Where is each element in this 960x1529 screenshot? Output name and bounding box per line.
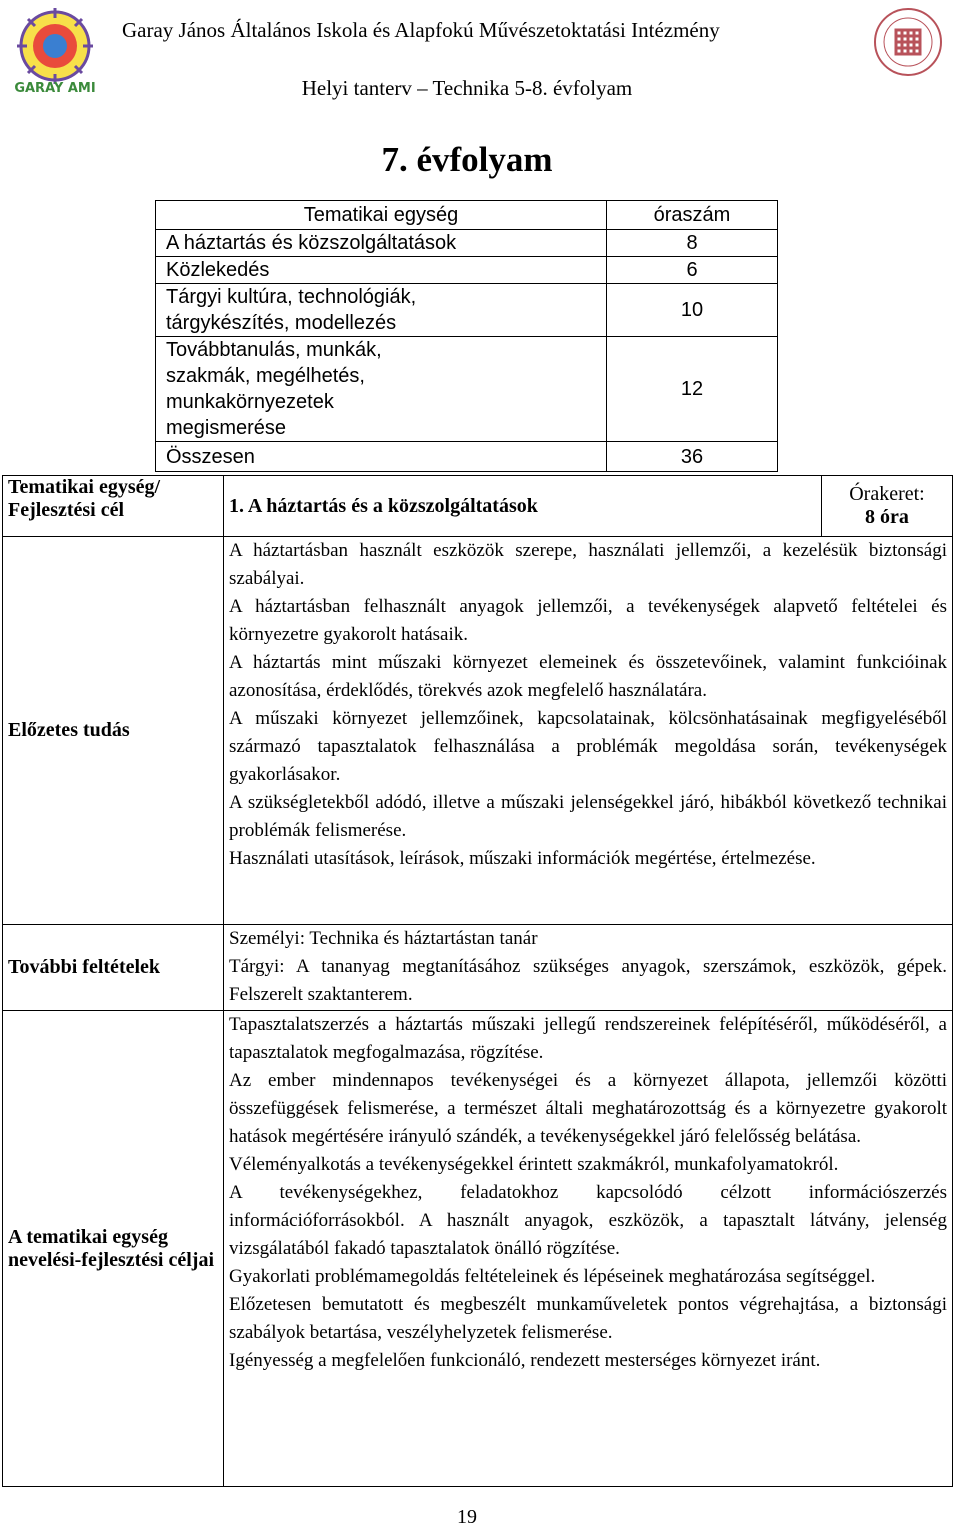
- school-name: Garay János Általános Iskola és Alapfokú Művészetoktatási Intézmény: [122, 18, 720, 42]
- further-item: Személyi: Technika és háztartástan tanár: [229, 928, 538, 949]
- label-goals: A tematikai egység nevelési-fejlesztési céljai: [3, 1011, 224, 1487]
- summary-topic: Továbbtanulás, munkák, szakmák, megélhetés, munkakörnyezetek megismerése: [156, 337, 607, 442]
- svg-text:GARAY AMI: GARAY AMI: [14, 81, 96, 96]
- summary-hours: 6: [607, 257, 778, 284]
- summary-hours: 8: [607, 230, 778, 257]
- goals-row: [3, 1011, 953, 1487]
- goal-item: Előzetesen bemutatott és megbeszélt munkaműveletek pontos végrehajtása, a biztonsági szabályok betartása, veszélyhelyzetek felismerése.: [229, 1294, 947, 1343]
- goals: [224, 1011, 953, 1487]
- summary-total-row: [156, 442, 778, 472]
- goal-item: A tevékenységekhez, feladatokhoz kapcsolódó célzott információszerzés információforrásokból. A használt anyagok, eszközök, a tapasztalt látvány, jelenség vizsgálatából fakadó tapasztalatok önálló rögzítése.: [229, 1182, 947, 1259]
- prior-knowledge-row: [3, 537, 953, 925]
- goal-item: Tapasztalatszerzés a háztartás műszaki jellegű rendszereinek felépítéséről, működéséről, a tapasztalatok megfogalmazása, rögzítése.: [229, 1014, 947, 1063]
- label-further: További feltételek: [3, 925, 224, 1011]
- goal-item: Gyakorlati problémamegoldás feltételeinek és lépéseinek meghatározása segítséggel.: [229, 1266, 876, 1287]
- summary-table: [155, 200, 778, 472]
- prior-item: Használati utasítások, leírások, műszaki információk megértése, értelmezése.: [229, 848, 816, 869]
- label-topic: Tematikai egység/ Fejlesztési cél: [3, 476, 224, 537]
- goal-item: Véleményalkotás a tevékenységekkel érintett szakmákról, munkafolyamatokról.: [229, 1154, 839, 1175]
- label-prior: Előzetes tudás: [3, 537, 224, 925]
- summary-total-value: 36: [607, 442, 778, 472]
- unit-hours: [822, 476, 953, 537]
- prior-item: A háztartásban használt eszközök szerepe, használati jellemzői, a kezelésük biztonsági szabályai.: [229, 540, 947, 589]
- summary-topic: A háztartás és közszolgáltatások: [156, 230, 607, 257]
- summary-col-topic: Tematikai egység: [156, 201, 607, 230]
- prior-item: A szükségletekből adódó, illetve a műszaki jelenségekkel járó, hibákból következő technikai problémák felismerése.: [229, 792, 947, 841]
- school-seal-right: [862, 6, 954, 78]
- hours-label: Órakeret:: [849, 483, 925, 505]
- unit-table: [2, 475, 953, 1487]
- further-item: Tárgyi: A tananyag megtanításához szükséges anyagok, szerszámok, eszközök, gépek. Felszerelt szaktanterem.: [229, 956, 947, 1005]
- summary-header-row: [156, 201, 778, 230]
- document-subtitle: Helyi tanterv – Technika 5-8. évfolyam: [301, 76, 633, 100]
- prior-item: A háztartás mint műszaki környezet elemeinek és összetevőinek, valamint funkcióinak azonosítása, érdeklődés, törekvés azok megfelelő használatára.: [229, 652, 947, 701]
- school-logo-left: [6, 6, 104, 98]
- unit-title: 1. A háztartás és a közszolgáltatások: [224, 476, 822, 537]
- summary-hours: 10: [607, 284, 778, 337]
- summary-col-hours: óraszám: [607, 201, 778, 230]
- summary-hours: 12: [607, 337, 778, 442]
- summary-total-label: Összesen: [156, 442, 607, 472]
- unit-title-row: [3, 476, 953, 537]
- grade-title: 7. évfolyam: [381, 140, 553, 179]
- goal-item: Az ember mindennapos tevékenységei és a környezet állapota, jellemzői közötti összefüggések felismerése, a természet általi meghatározottság és a környezetre gyakorolt hatások megértésére irányuló szándék, a tevékenységekkel járó felelősség belátása.: [229, 1070, 947, 1147]
- goal-item: Igényesség a megfelelően funkcionáló, rendezett mesterséges környezet iránt.: [229, 1350, 821, 1371]
- summary-row: [156, 257, 778, 284]
- prior-knowledge: [224, 537, 953, 925]
- summary-topic: Tárgyi kultúra, technológiák, tárgykészítés, modellezés: [156, 284, 607, 337]
- prior-item: A műszaki környezet jellemzőinek, kapcsolatainak, kölcsönhatásainak megfigyeléséből származó tapasztalatok felhasználása a problémák megoldása során, tevékenységek gyakorlásakor.: [229, 708, 947, 785]
- page-number: 19: [457, 1506, 477, 1528]
- further-conditions: [224, 925, 953, 1011]
- further-conditions-row: [3, 925, 953, 1011]
- summary-topic: Közlekedés: [156, 257, 607, 284]
- summary-row: [156, 230, 778, 257]
- prior-item: A háztartásban felhasznált anyagok jellemzői, a tevékenységek alapvető feltételei és környezetre gyakorolt hatásaik.: [229, 596, 947, 645]
- summary-row: [156, 284, 778, 337]
- summary-row: [156, 337, 778, 442]
- hours-value: 8 óra: [865, 506, 909, 528]
